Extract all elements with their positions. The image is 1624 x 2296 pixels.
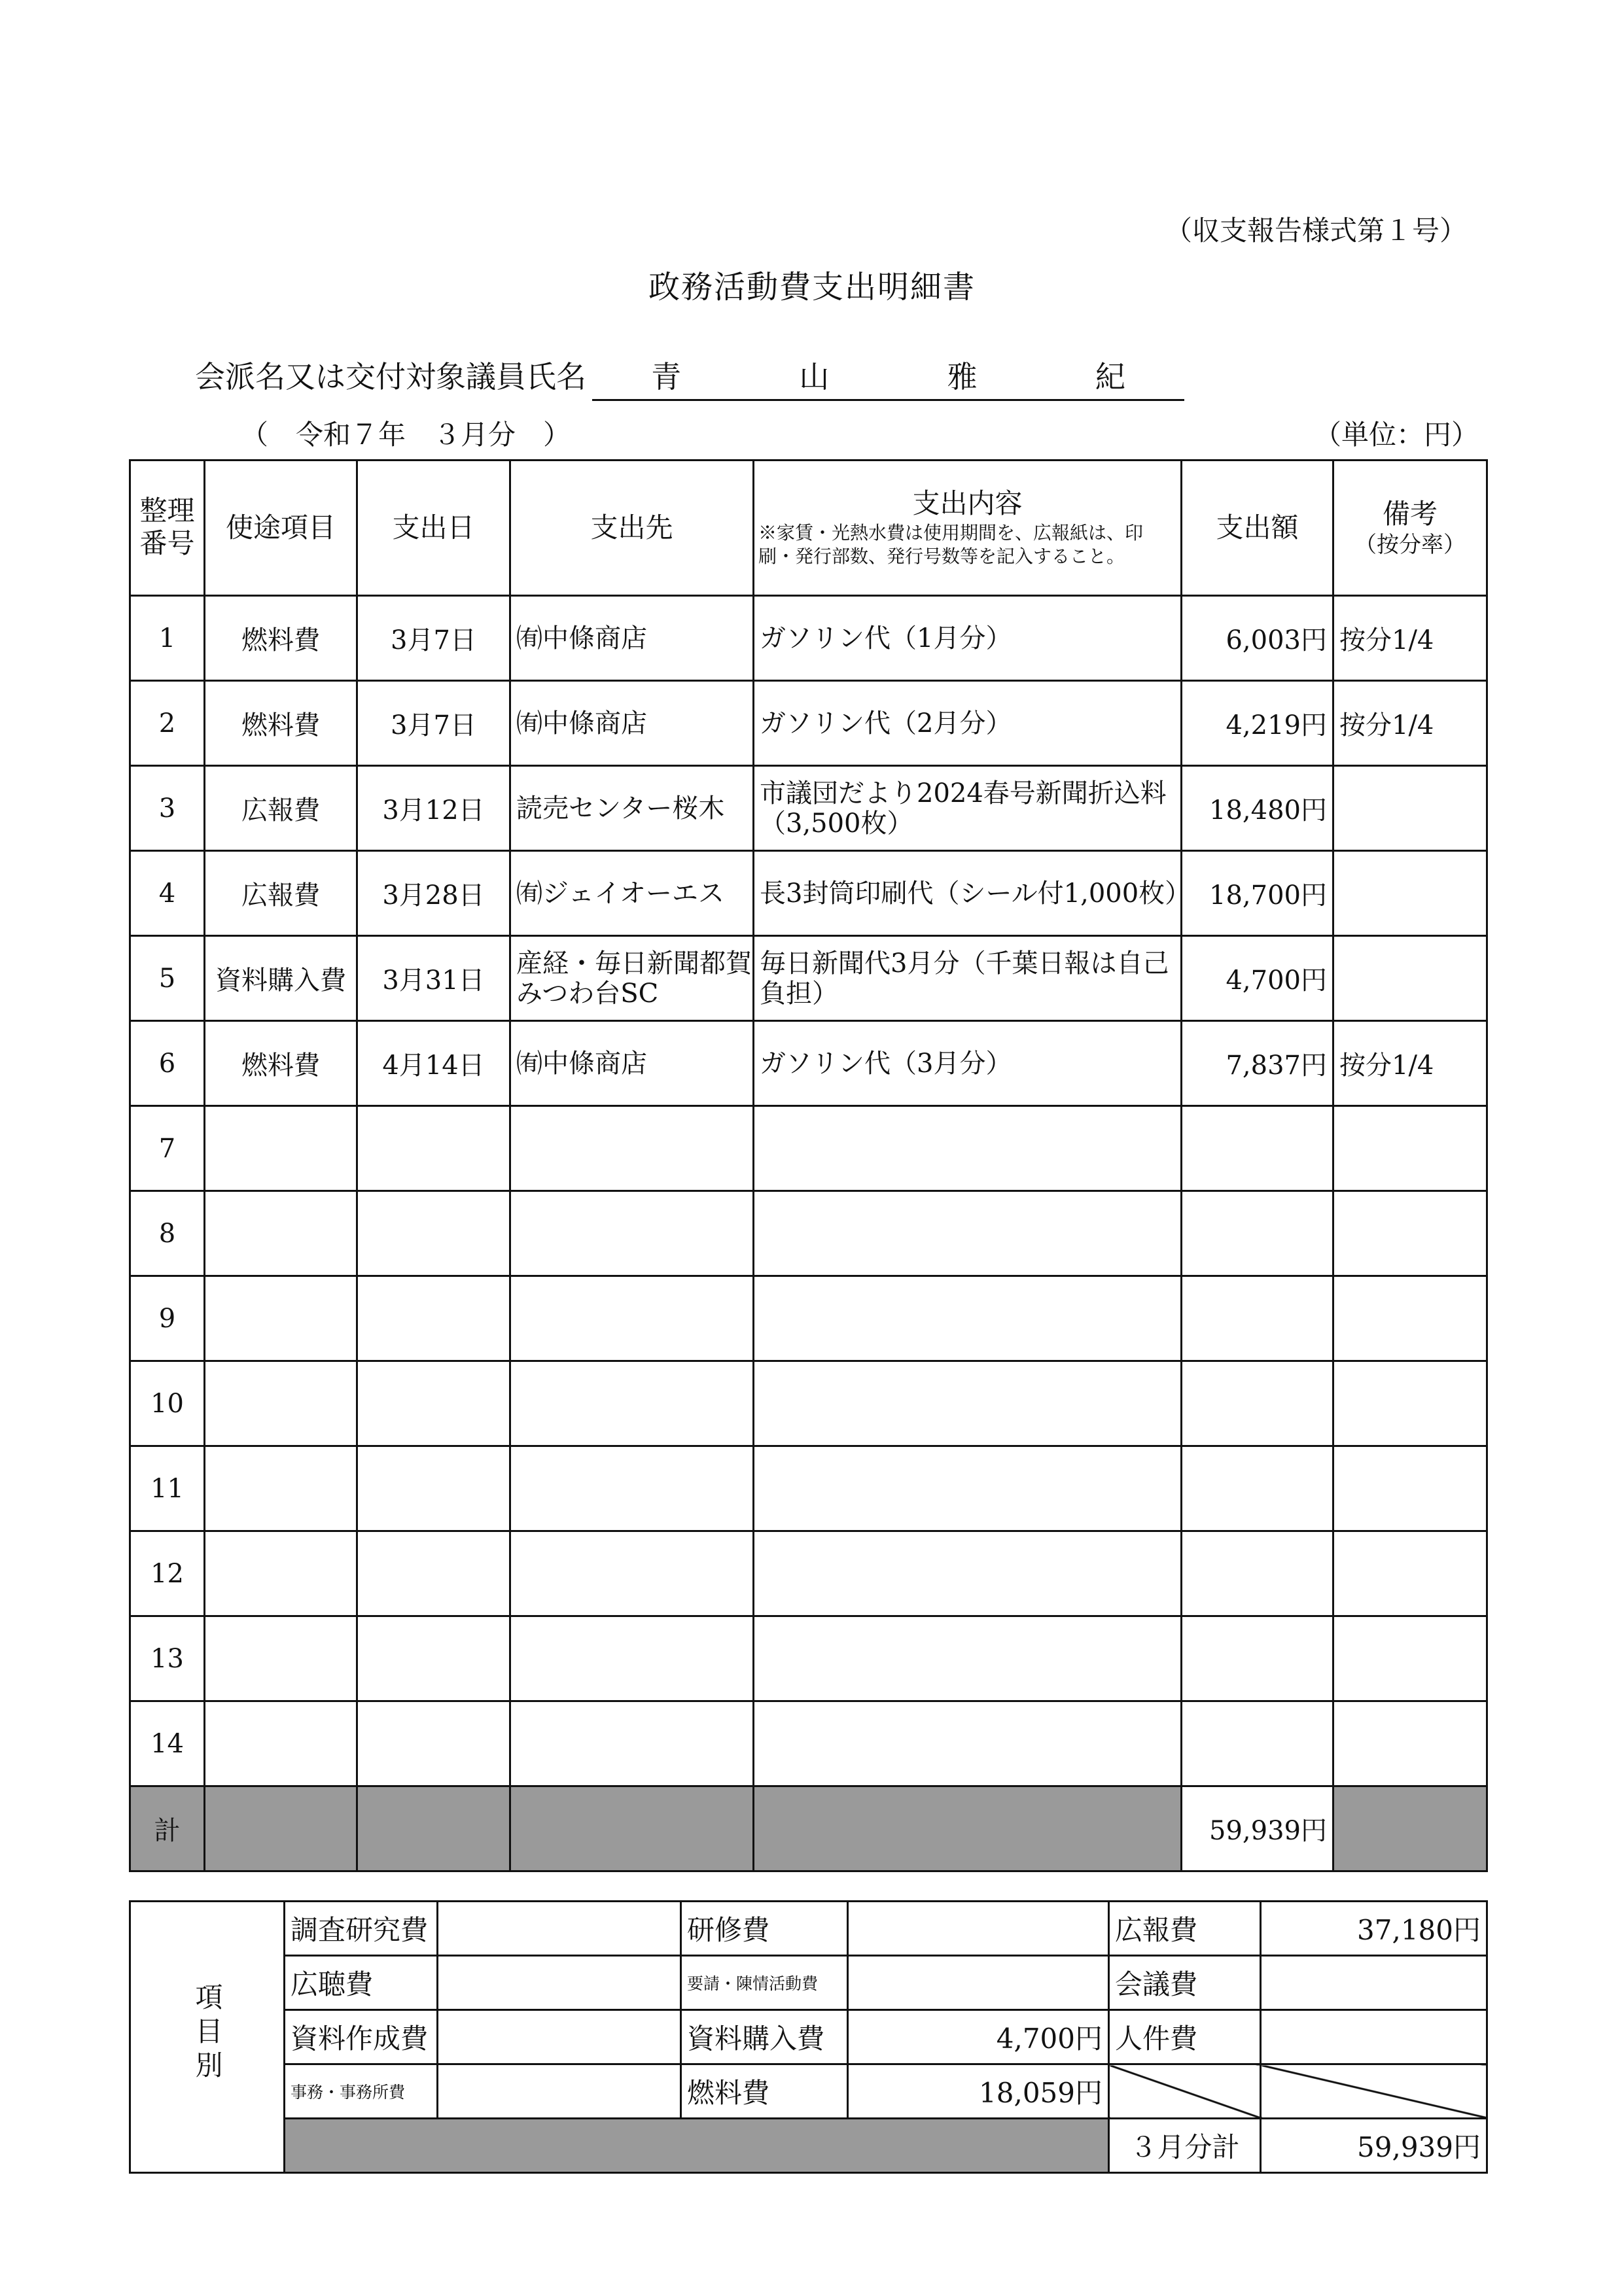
header-date: 支出日 (357, 461, 510, 596)
summary-label-meeting: 会議費 (1109, 1956, 1261, 2010)
row-remarks (1333, 1701, 1487, 1786)
header-remarks-sub: （按分率） (1354, 532, 1466, 558)
row-content (754, 1361, 1182, 1446)
summary-value-hearing (438, 1956, 681, 2010)
row-amount (1182, 1531, 1333, 1616)
row-purpose (205, 1616, 357, 1701)
total-blank (510, 1786, 754, 1871)
table-row (130, 1106, 1487, 1191)
row-date (357, 1616, 510, 1701)
row-payee (510, 1276, 754, 1361)
table-row (130, 1021, 1487, 1106)
row-no: 12 (130, 1531, 205, 1616)
form-number: （収支報告様式第１号） (1165, 215, 1468, 247)
row-no: 5 (130, 936, 205, 1021)
summary-value-office (438, 2064, 681, 2119)
row-no: 3 (130, 766, 205, 851)
summary-label-training: 研修費 (681, 1902, 848, 1956)
row-purpose: 燃料費 (205, 596, 357, 681)
header-content-label: 支出内容 (912, 487, 1023, 520)
member-name-char: 紀 (1095, 359, 1125, 394)
row-date (357, 1446, 510, 1531)
month-total-label: ３月分計 (1109, 2119, 1261, 2173)
total-blank (754, 1786, 1182, 1871)
row-purpose: 広報費 (205, 766, 357, 851)
row-purpose (205, 1361, 357, 1446)
summary-value-research (438, 1902, 681, 1956)
row-purpose (205, 1531, 357, 1616)
row-date (357, 1276, 510, 1361)
table-row (130, 1616, 1487, 1701)
row-purpose: 広報費 (205, 851, 357, 936)
row-purpose (205, 1701, 357, 1786)
row-content (754, 1446, 1182, 1531)
row-content (754, 1191, 1182, 1276)
row-amount (1182, 1446, 1333, 1531)
row-payee (510, 1616, 754, 1701)
summary-label-personnel: 人件費 (1109, 2010, 1261, 2064)
table-row (130, 1361, 1487, 1446)
row-no: 13 (130, 1616, 205, 1701)
row-payee: ㈲ジェイオーエス (510, 851, 754, 936)
row-content (754, 1531, 1182, 1616)
table-row (130, 1191, 1487, 1276)
header-content-note: ※家賃・光熱水費は使用期間を、広報紙は、印刷・発行部数、発行号数等を記入すること。 (758, 521, 1144, 568)
row-payee: 産経・毎日新聞都賀みつわ台SC (510, 936, 754, 1021)
row-no: 9 (130, 1276, 205, 1361)
document-title: 政務活動費支出明細書 (648, 269, 976, 305)
row-remarks (1333, 1446, 1487, 1531)
row-date: 3月7日 (357, 681, 510, 766)
row-remarks: 按分1/4 (1333, 1021, 1487, 1106)
row-purpose: 燃料費 (205, 681, 357, 766)
row-remarks (1333, 1191, 1487, 1276)
total-label: 計 (130, 1786, 205, 1871)
summary-gray-band (285, 2119, 1109, 2173)
row-remarks (1333, 766, 1487, 851)
summary-label-hearing: 広聴費 (285, 1956, 438, 2010)
expense-table (129, 459, 1488, 1872)
row-amount (1182, 1106, 1333, 1191)
row-content: 毎日新聞代3月分（千葉日報は自己負担） (754, 936, 1182, 1021)
member-name-char: 雅 (947, 359, 978, 394)
row-purpose: 資料購入費 (205, 936, 357, 1021)
total-blank (205, 1786, 357, 1871)
row-content: 長3封筒印刷代（シール付1,000枚） (754, 851, 1182, 936)
row-no: 7 (130, 1106, 205, 1191)
row-content: ガソリン代（1月分） (754, 596, 1182, 681)
row-amount: 7,837円 (1182, 1021, 1333, 1106)
row-purpose (205, 1106, 357, 1191)
table-row (130, 936, 1487, 1021)
summary-value-petition (848, 1956, 1109, 2010)
row-no: 8 (130, 1191, 205, 1276)
row-date (357, 1701, 510, 1786)
summary-label-research: 調査研究費 (285, 1902, 438, 1956)
table-row (130, 596, 1487, 681)
table-row (130, 681, 1487, 766)
row-payee (510, 1701, 754, 1786)
row-remarks (1333, 1106, 1487, 1191)
total-blank (357, 1786, 510, 1871)
row-amount (1182, 1701, 1333, 1786)
row-date: 4月14日 (357, 1021, 510, 1106)
row-remarks (1333, 1616, 1487, 1701)
row-date: 3月31日 (357, 936, 510, 1021)
row-date: 3月7日 (357, 596, 510, 681)
row-amount: 6,003円 (1182, 596, 1333, 681)
summary-value-publicity: 37,180円 (1261, 1902, 1487, 1956)
row-content: ガソリン代（2月分） (754, 681, 1182, 766)
row-purpose (205, 1276, 357, 1361)
row-remarks: 按分1/4 (1333, 596, 1487, 681)
header-amount: 支出額 (1182, 461, 1333, 596)
row-purpose (205, 1446, 357, 1531)
row-payee (510, 1361, 754, 1446)
unit-label: （単位：円） (1314, 419, 1479, 451)
header-remarks (1333, 461, 1487, 596)
table-row (130, 1276, 1487, 1361)
row-amount: 18,480円 (1182, 766, 1333, 851)
row-no: 10 (130, 1361, 205, 1446)
row-no: 1 (130, 596, 205, 681)
summary-value-meeting (1261, 1956, 1487, 2010)
summary-label-material-making: 資料作成費 (285, 2010, 438, 2064)
row-amount (1182, 1276, 1333, 1361)
row-payee: ㈲中條商店 (510, 681, 754, 766)
header-payee: 支出先 (510, 461, 754, 596)
row-amount (1182, 1616, 1333, 1701)
row-no: 4 (130, 851, 205, 936)
table-row (130, 766, 1487, 851)
row-remarks (1333, 1361, 1487, 1446)
table-row (130, 1446, 1487, 1531)
row-content: ガソリン代（3月分） (754, 1021, 1182, 1106)
summary-diagonal-cell (1109, 2064, 1261, 2119)
report-period: （ 令和７年 ３月分 ） (241, 419, 571, 451)
total-amount: 59,939円 (1182, 1786, 1333, 1871)
row-remarks (1333, 1531, 1487, 1616)
table-row (130, 851, 1487, 936)
row-payee: ㈲中條商店 (510, 596, 754, 681)
summary-value-training (848, 1902, 1109, 1956)
summary-label-material-purchase: 資料購入費 (681, 2010, 848, 2064)
header-no: 整理番号 (130, 461, 205, 596)
row-no: 6 (130, 1021, 205, 1106)
table-row (130, 1701, 1487, 1786)
summary-diagonal-cell (1261, 2064, 1487, 2119)
summary-value-fuel: 18,059円 (848, 2064, 1109, 2119)
row-content (754, 1701, 1182, 1786)
row-payee (510, 1446, 754, 1531)
row-amount (1182, 1361, 1333, 1446)
member-name-char: 青 (651, 359, 682, 394)
row-date (357, 1191, 510, 1276)
row-no: 2 (130, 681, 205, 766)
row-date (357, 1531, 510, 1616)
row-date (357, 1106, 510, 1191)
row-purpose: 燃料費 (205, 1021, 357, 1106)
summary-value-material-purchase: 4,700円 (848, 2010, 1109, 2064)
row-amount (1182, 1191, 1333, 1276)
row-payee: 読売センター桜木 (510, 766, 754, 851)
row-content: 市議団だより2024春号新聞折込料（3,500枚） (754, 766, 1182, 851)
summary-side-label: 項目別 (130, 1902, 285, 2173)
summary-value-personnel (1261, 2010, 1487, 2064)
row-amount: 4,700円 (1182, 936, 1333, 1021)
summary-label-publicity: 広報費 (1109, 1902, 1261, 1956)
row-no: 14 (130, 1701, 205, 1786)
row-content (754, 1276, 1182, 1361)
row-content (754, 1106, 1182, 1191)
row-payee (510, 1531, 754, 1616)
row-date: 3月12日 (357, 766, 510, 851)
row-amount: 4,219円 (1182, 681, 1333, 766)
month-total-value: 59,939円 (1261, 2119, 1487, 2173)
summary-label-office: 事務・事務所費 (285, 2064, 438, 2119)
header-purpose: 使途項目 (205, 461, 357, 596)
header-remarks-label: 備考 (1382, 497, 1438, 530)
member-name-char: 山 (799, 359, 830, 394)
row-payee: ㈲中條商店 (510, 1021, 754, 1106)
row-remarks (1333, 1276, 1487, 1361)
summary-value-material-making (438, 2010, 681, 2064)
header-content (754, 461, 1182, 596)
summary-label-petition: 要請・陳情活動費 (681, 1956, 848, 2010)
row-payee (510, 1106, 754, 1191)
row-remarks (1333, 936, 1487, 1021)
row-payee (510, 1191, 754, 1276)
summary-label-fuel: 燃料費 (681, 2064, 848, 2119)
row-date (357, 1361, 510, 1446)
row-no: 11 (130, 1446, 205, 1531)
member-name (592, 353, 1184, 401)
row-remarks (1333, 851, 1487, 936)
member-label: 会派名又は交付対象議員氏名 (195, 359, 586, 394)
row-purpose (205, 1191, 357, 1276)
total-blank (1333, 1786, 1487, 1871)
row-content (754, 1616, 1182, 1701)
row-amount: 18,700円 (1182, 851, 1333, 936)
table-row (130, 1531, 1487, 1616)
summary-table (129, 1900, 1488, 2174)
row-date: 3月28日 (357, 851, 510, 936)
row-remarks: 按分1/4 (1333, 681, 1487, 766)
